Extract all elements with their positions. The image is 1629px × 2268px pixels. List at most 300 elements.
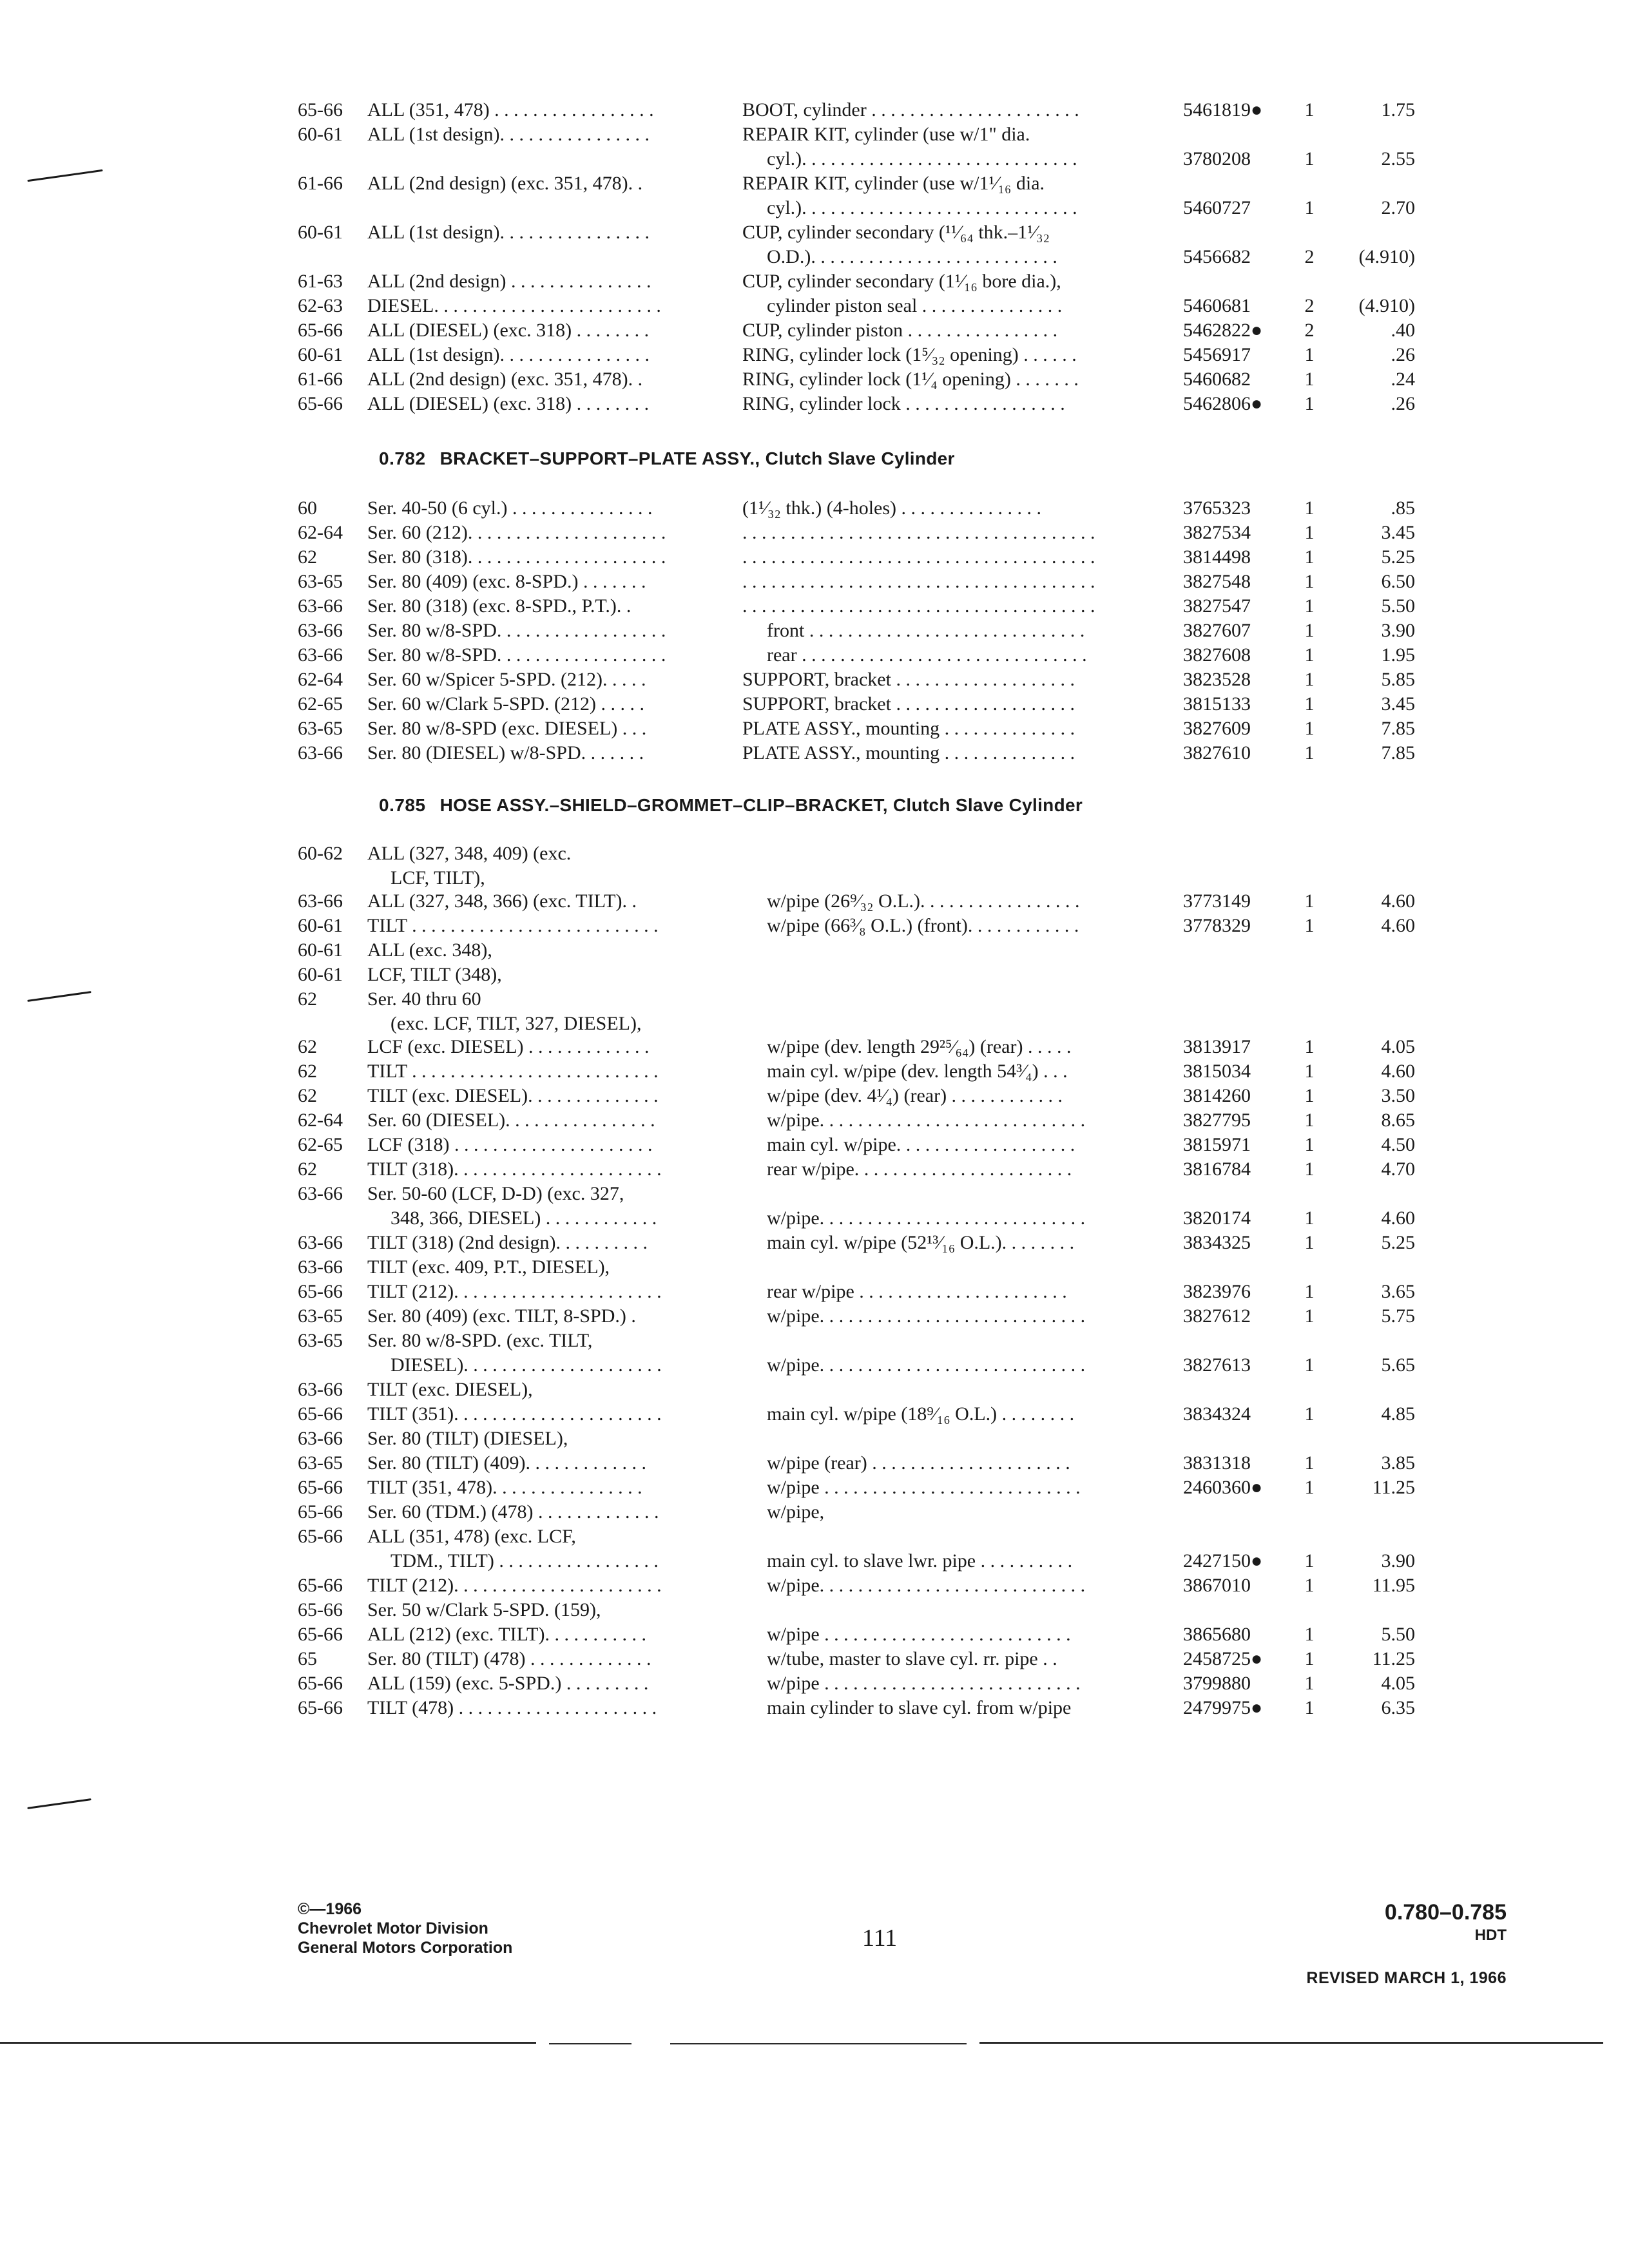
- price: 1.75: [1381, 99, 1415, 120]
- table-row: [0, 245, 1629, 269]
- footer-copyright-block: [298, 1899, 512, 1957]
- table-row: [0, 1304, 1629, 1329]
- category-code: HDT: [1474, 1927, 1507, 1944]
- table-row: [0, 963, 1629, 987]
- model-year: 62-65: [298, 693, 343, 715]
- part-number: 3815971: [1183, 1134, 1251, 1155]
- application: Ser. 80 (318). . . . . . . . . . . . . . . . . . . . .: [367, 546, 666, 568]
- table-row: [0, 1549, 1629, 1573]
- model-year: 60-61: [298, 124, 343, 145]
- application: ALL (2nd design) . . . . . . . . . . . . . . .: [367, 271, 651, 292]
- table-row: [0, 521, 1629, 545]
- part-description: main cyl. w/pipe (18⁹⁄₁₆ O.L.) . . . . . . . .: [767, 1403, 1075, 1425]
- quantity: 1: [1304, 1673, 1315, 1694]
- section-heading-0782: [379, 446, 955, 472]
- price: 5.25: [1381, 1232, 1415, 1253]
- page-number: 111: [862, 1925, 898, 1952]
- part-description: w/pipe. . . . . . . . . . . . . . . . . . . . . . . . . . . .: [767, 1575, 1086, 1596]
- part-number: 3827795: [1183, 1110, 1251, 1131]
- table-row: [0, 643, 1629, 668]
- table-row: [0, 1059, 1629, 1084]
- model-year: 63-66: [298, 644, 343, 666]
- application: Ser. 80 (409) (exc. TILT, 8-SPD.) .: [367, 1305, 636, 1327]
- price: 5.50: [1381, 595, 1415, 617]
- model-year: 63-65: [298, 1305, 343, 1327]
- price: 4.60: [1381, 1207, 1415, 1229]
- part-description: cyl.). . . . . . . . . . . . . . . . . . . . . . . . . . . . .: [767, 148, 1077, 169]
- price: 5.50: [1381, 1624, 1415, 1645]
- price: 5.85: [1381, 669, 1415, 690]
- table-row: [0, 496, 1629, 521]
- part-number: 3831318: [1183, 1452, 1251, 1474]
- table-row: [0, 1427, 1629, 1451]
- part-description: w/tube, master to slave cyl. rr. pipe . .: [767, 1648, 1057, 1669]
- quantity: 1: [1304, 595, 1315, 617]
- model-year: 63-66: [298, 1232, 343, 1253]
- part-number: 3814498: [1183, 546, 1251, 568]
- part-number: 3773149: [1183, 890, 1251, 912]
- table-row: [0, 1475, 1629, 1500]
- model-year: 65-66: [298, 1673, 343, 1694]
- model-year: 62: [298, 1158, 317, 1180]
- application: TILT (351, 478). . . . . . . . . . . . . . . .: [367, 1477, 642, 1498]
- company-corporation: General Motors Corporation: [298, 1939, 513, 1957]
- quantity: 1: [1304, 1452, 1315, 1474]
- application: Ser. 80 (318) (exc. 8-SPD., P.T.). .: [367, 595, 631, 617]
- quantity: 1: [1304, 620, 1315, 641]
- part-description: PLATE ASSY., mounting . . . . . . . . . . . . . .: [742, 718, 1075, 739]
- part-description: w/pipe . . . . . . . . . . . . . . . . . . . . . . . . . . .: [767, 1477, 1081, 1498]
- table-row: [0, 1231, 1629, 1255]
- section-heading-0785: [379, 793, 1083, 818]
- application: TILT (212). . . . . . . . . . . . . . . . . . . . . .: [367, 1281, 662, 1302]
- application: ALL (327, 348, 409) (exc.: [367, 843, 572, 864]
- price: 4.05: [1381, 1036, 1415, 1057]
- application: Ser. 60 (DIESEL). . . . . . . . . . . . . . . .: [367, 1110, 655, 1131]
- table-row: [0, 1598, 1629, 1622]
- table-row: [0, 1696, 1629, 1720]
- price: (4.910): [1358, 246, 1415, 267]
- model-year: 63-65: [298, 718, 343, 739]
- model-year: 60: [298, 497, 317, 519]
- model-year: 60-61: [298, 964, 343, 985]
- application: TILT (exc. DIESEL). . . . . . . . . . . . . .: [367, 1085, 659, 1106]
- company-division: Chevrolet Motor Division: [298, 1919, 488, 1937]
- model-year: 65-66: [298, 1624, 343, 1645]
- quantity: 1: [1304, 1403, 1315, 1425]
- part-description: O.D.). . . . . . . . . . . . . . . . . . . . . . . . . .: [767, 246, 1057, 267]
- table-row: [0, 1647, 1629, 1671]
- table-row: [0, 1157, 1629, 1182]
- application: Ser. 60 (TDM.) (478) . . . . . . . . . . . . .: [367, 1501, 659, 1523]
- quantity: 1: [1304, 1550, 1315, 1571]
- table-row: [0, 545, 1629, 570]
- table-row: [0, 269, 1629, 294]
- application: Ser. 80 (DIESEL) w/8-SPD. . . . . . .: [367, 742, 644, 764]
- model-year: 65-66: [298, 99, 343, 120]
- part-description: SUPPORT, bracket . . . . . . . . . . . . . . . . . . .: [742, 693, 1075, 715]
- price: 1.95: [1381, 644, 1415, 666]
- model-year: 62-63: [298, 295, 343, 316]
- part-number: 5462822●: [1183, 320, 1263, 341]
- model-year: 63-65: [298, 1452, 343, 1474]
- table-row: [0, 1671, 1629, 1696]
- part-description: main cyl. w/pipe (dev. length 54³⁄₄) . . .: [767, 1061, 1068, 1082]
- part-description: w/pipe,: [767, 1501, 825, 1523]
- price: 5.65: [1381, 1354, 1415, 1376]
- quantity: 1: [1304, 1134, 1315, 1155]
- price: 3.90: [1381, 1550, 1415, 1571]
- table-row: [0, 294, 1629, 318]
- application: Ser. 50-60 (LCF, D-D) (exc. 327,: [367, 1183, 624, 1204]
- part-number: 3827548: [1183, 571, 1251, 592]
- part-number: 5456917: [1183, 344, 1251, 365]
- table-row: [0, 668, 1629, 692]
- price: 3.90: [1381, 620, 1415, 641]
- table-row: [0, 1500, 1629, 1524]
- quantity: 1: [1304, 197, 1315, 218]
- model-year: 65-66: [298, 393, 343, 414]
- table-row: [0, 716, 1629, 741]
- part-number: 3865680: [1183, 1624, 1251, 1645]
- application: ALL (DIESEL) (exc. 318) . . . . . . . .: [367, 393, 650, 414]
- quantity: 1: [1304, 99, 1315, 120]
- model-year: 61-66: [298, 173, 343, 194]
- table-row: [0, 171, 1629, 196]
- part-description: rear w/pipe . . . . . . . . . . . . . . . . . . . . . .: [767, 1281, 1067, 1302]
- hose-assy-table: [0, 841, 1629, 1720]
- quantity: 1: [1304, 522, 1315, 543]
- part-description: . . . . . . . . . . . . . . . . . . . . . . . . . . . . . . . . . . . . .: [742, 571, 1095, 592]
- application: TILT (212). . . . . . . . . . . . . . . . . . . . . .: [367, 1575, 662, 1596]
- table-row: [0, 1622, 1629, 1647]
- footer-rule-mid: [549, 2043, 631, 2044]
- part-number: 3827608: [1183, 644, 1251, 666]
- quantity: 1: [1304, 1036, 1315, 1057]
- quantity: 2: [1304, 295, 1315, 316]
- price: 3.50: [1381, 1085, 1415, 1106]
- price: 2.55: [1381, 148, 1415, 169]
- copyright: ©—1966: [298, 1900, 362, 1918]
- part-number: 3823976: [1183, 1281, 1251, 1302]
- part-description: w/pipe. . . . . . . . . . . . . . . . . . . . . . . . . . . .: [767, 1110, 1086, 1131]
- quantity: 1: [1304, 1305, 1315, 1327]
- part-description: (1¹⁄₃₂ thk.) (4-holes) . . . . . . . . . . . . . . .: [742, 497, 1042, 519]
- section-range: 0.780–0.785: [1384, 1900, 1507, 1925]
- table-row: [0, 866, 1629, 889]
- application: ALL (2nd design) (exc. 351, 478). .: [367, 173, 643, 194]
- model-year: 61-63: [298, 271, 343, 292]
- table-row: [0, 122, 1629, 147]
- model-year: 63-66: [298, 620, 343, 641]
- application: TILT (exc. 409, P.T., DIESEL),: [367, 1256, 610, 1278]
- quantity: 1: [1304, 1575, 1315, 1596]
- part-number: 3834324: [1183, 1403, 1251, 1425]
- model-year: 62: [298, 988, 317, 1010]
- model-year: 62-64: [298, 522, 343, 543]
- footer-rule-left: [0, 2042, 536, 2044]
- application: Ser. 80 (TILT) (478) . . . . . . . . . . . . .: [367, 1648, 651, 1669]
- part-description: main cyl. w/pipe. . . . . . . . . . . . . . . . . . .: [767, 1134, 1075, 1155]
- part-number: 3827607: [1183, 620, 1251, 641]
- part-number: 3799880: [1183, 1673, 1251, 1694]
- application: Ser. 60 w/Spicer 5-SPD. (212). . . . .: [367, 669, 646, 690]
- application: Ser. 50 w/Clark 5-SPD. (159),: [367, 1599, 601, 1620]
- part-number: 3816784: [1183, 1158, 1251, 1180]
- model-year: 62-65: [298, 1134, 343, 1155]
- part-description: RING, cylinder lock . . . . . . . . . . . . . . . . .: [742, 393, 1065, 414]
- model-year: 65: [298, 1648, 317, 1669]
- part-number: 3827547: [1183, 595, 1251, 617]
- part-description: cylinder piston seal . . . . . . . . . . . . . . .: [767, 295, 1063, 316]
- model-year: 65-66: [298, 1477, 343, 1498]
- part-number: 2479975●: [1183, 1697, 1263, 1718]
- part-description: . . . . . . . . . . . . . . . . . . . . . . . . . . . . . . . . . . . . .: [742, 546, 1095, 568]
- part-number: 3813917: [1183, 1036, 1251, 1057]
- price: 5.25: [1381, 546, 1415, 568]
- part-number: 3814260: [1183, 1085, 1251, 1106]
- part-description: REPAIR KIT, cylinder (use w/1¹⁄₁₆ dia.: [742, 173, 1045, 194]
- price: 6.35: [1381, 1697, 1415, 1718]
- part-description: RING, cylinder lock (1⁵⁄₃₂ opening) . . . . . .: [742, 344, 1077, 365]
- quantity: 1: [1304, 1281, 1315, 1302]
- part-description: . . . . . . . . . . . . . . . . . . . . . . . . . . . . . . . . . . . . .: [742, 522, 1095, 543]
- model-year: 63-65: [298, 571, 343, 592]
- part-description: w/pipe . . . . . . . . . . . . . . . . . . . . . . . . . .: [767, 1624, 1071, 1645]
- quantity: 1: [1304, 571, 1315, 592]
- application: Ser. 80 w/8-SPD. . . . . . . . . . . . . . . . . .: [367, 620, 666, 641]
- part-description: w/pipe (dev. length 29²⁵⁄₆₄) (rear) . . . . .: [767, 1036, 1072, 1057]
- quantity: 1: [1304, 1061, 1315, 1082]
- price: 4.60: [1381, 1061, 1415, 1082]
- price: 3.45: [1381, 522, 1415, 543]
- table-row: [0, 1108, 1629, 1133]
- table-row: [0, 1035, 1629, 1059]
- part-number: 3827610: [1183, 742, 1251, 764]
- table-row: [0, 1280, 1629, 1304]
- application: TILT (478) . . . . . . . . . . . . . . . . . . . . .: [367, 1697, 657, 1718]
- model-year: 63-66: [298, 1256, 343, 1278]
- model-year: 65-66: [298, 1599, 343, 1620]
- application: TILT (318). . . . . . . . . . . . . . . . . . . . . .: [367, 1158, 662, 1180]
- application: LCF (exc. DIESEL) . . . . . . . . . . . . .: [367, 1036, 650, 1057]
- model-year: 62-64: [298, 1110, 343, 1131]
- model-year: 61-66: [298, 369, 343, 390]
- quantity: 1: [1304, 1697, 1315, 1718]
- part-number: 3834325: [1183, 1232, 1251, 1253]
- application: ALL (exc. 348),: [367, 939, 492, 961]
- price: 11.95: [1372, 1575, 1415, 1596]
- quantity: 2: [1304, 320, 1315, 341]
- section-number: 0.785: [379, 795, 426, 815]
- application: (exc. LCF, TILT, 327, DIESEL),: [390, 1013, 642, 1034]
- part-description: rear w/pipe. . . . . . . . . . . . . . . . . . . . . . .: [767, 1158, 1072, 1180]
- application: ALL (351, 478) (exc. LCF,: [367, 1526, 576, 1547]
- application: Ser. 80 w/8-SPD. (exc. TILT,: [367, 1330, 593, 1351]
- quantity: 1: [1304, 497, 1315, 519]
- application: TILT (exc. DIESEL),: [367, 1379, 533, 1400]
- quantity: 1: [1304, 915, 1315, 936]
- bracket-support-table: [0, 496, 1629, 765]
- price: 4.05: [1381, 1673, 1415, 1694]
- part-description: w/pipe (66³⁄₈ O.L.) (front). . . . . . . . . . . .: [767, 915, 1079, 936]
- application: DIESEL). . . . . . . . . . . . . . . . . . . . .: [390, 1354, 662, 1376]
- application: DIESEL. . . . . . . . . . . . . . . . . . . . . . . .: [367, 295, 661, 316]
- part-number: 3867010: [1183, 1575, 1251, 1596]
- price: 11.25: [1372, 1477, 1415, 1498]
- part-description: SUPPORT, bracket . . . . . . . . . . . . . . . . . . .: [742, 669, 1075, 690]
- model-year: 63-65: [298, 1330, 343, 1351]
- application: LCF (318) . . . . . . . . . . . . . . . . . . . . .: [367, 1134, 653, 1155]
- quantity: 1: [1304, 1110, 1315, 1131]
- quantity: 1: [1304, 644, 1315, 666]
- table-row: [0, 98, 1629, 122]
- model-year: 63-66: [298, 1183, 343, 1204]
- quantity: 1: [1304, 718, 1315, 739]
- quantity: 1: [1304, 742, 1315, 764]
- part-number: 2427150●: [1183, 1550, 1263, 1571]
- model-year: 65-66: [298, 1697, 343, 1718]
- price: 4.85: [1381, 1403, 1415, 1425]
- part-description: w/pipe (rear) . . . . . . . . . . . . . . . . . . . . .: [767, 1452, 1070, 1474]
- quantity: 1: [1304, 1354, 1315, 1376]
- part-number: 2460360●: [1183, 1477, 1263, 1498]
- table-row: [0, 392, 1629, 416]
- part-description: w/pipe (dev. 4¹⁄₄) (rear) . . . . . . . . . . . .: [767, 1085, 1063, 1106]
- part-number: 5460682: [1183, 369, 1251, 390]
- table-row: [0, 1255, 1629, 1280]
- price: 3.65: [1381, 1281, 1415, 1302]
- table-row: [0, 147, 1629, 171]
- quantity: 1: [1304, 890, 1315, 912]
- section-title: HOSE ASSY.–SHIELD–GROMMET–CLIP–BRACKET, Clutch Slave Cylinder: [439, 795, 1083, 815]
- quantity: 1: [1304, 1085, 1315, 1106]
- quantity: 1: [1304, 148, 1315, 169]
- application: 348, 366, DIESEL) . . . . . . . . . . . .: [390, 1207, 657, 1229]
- table-row: [0, 1378, 1629, 1402]
- model-year: 62: [298, 1085, 317, 1106]
- model-year: 62: [298, 1036, 317, 1057]
- price: 4.60: [1381, 890, 1415, 912]
- part-number: 3827609: [1183, 718, 1251, 739]
- part-number: 3823528: [1183, 669, 1251, 690]
- table-row: [0, 741, 1629, 765]
- table-row: [0, 1206, 1629, 1231]
- table-row: [0, 987, 1629, 1012]
- quantity: 1: [1304, 369, 1315, 390]
- model-year: 65-66: [298, 320, 343, 341]
- table-row: [0, 938, 1629, 963]
- application: ALL (1st design). . . . . . . . . . . . . . . .: [367, 124, 650, 145]
- footer-rule-right: [979, 2042, 1603, 2044]
- part-number: 3815133: [1183, 693, 1251, 715]
- table-row: [0, 570, 1629, 594]
- part-number: 3815034: [1183, 1061, 1251, 1082]
- table-row: [0, 1573, 1629, 1598]
- price: (4.910): [1358, 295, 1415, 316]
- price: 2.70: [1381, 197, 1415, 218]
- part-description: main cylinder to slave cyl. from w/pipe: [767, 1697, 1072, 1718]
- table-row: [0, 619, 1629, 643]
- part-description: w/pipe. . . . . . . . . . . . . . . . . . . . . . . . . . . .: [767, 1207, 1086, 1229]
- application: Ser. 80 (TILT) (409). . . . . . . . . . . . .: [367, 1452, 647, 1474]
- model-year: 65-66: [298, 1403, 343, 1425]
- application: Ser. 60 (212). . . . . . . . . . . . . . . . . . . . .: [367, 522, 666, 543]
- part-number: 5456682: [1183, 246, 1251, 267]
- model-year: 62: [298, 1061, 317, 1082]
- table-row: [0, 220, 1629, 245]
- price: 4.60: [1381, 915, 1415, 936]
- application: Ser. 40 thru 60: [367, 988, 481, 1010]
- model-year: 65-66: [298, 1526, 343, 1547]
- application: Ser. 80 w/8-SPD. . . . . . . . . . . . . . . . . .: [367, 644, 666, 666]
- part-number: 3780208: [1183, 148, 1251, 169]
- part-description: rear . . . . . . . . . . . . . . . . . . . . . . . . . . . . . .: [767, 644, 1087, 666]
- part-number: 2458725●: [1183, 1648, 1263, 1669]
- application: ALL (DIESEL) (exc. 318) . . . . . . . .: [367, 320, 650, 341]
- application: Ser. 80 (409) (exc. 8-SPD.) . . . . . . .: [367, 571, 646, 592]
- model-year: 65-66: [298, 1575, 343, 1596]
- section-title: BRACKET–SUPPORT–PLATE ASSY., Clutch Slave Cylinder: [439, 448, 955, 468]
- table-row: [0, 594, 1629, 619]
- quantity: 1: [1304, 393, 1315, 414]
- model-year: 63-66: [298, 595, 343, 617]
- application: ALL (159) (exc. 5-SPD.) . . . . . . . . .: [367, 1673, 649, 1694]
- application: LCF, TILT (348),: [367, 964, 502, 985]
- part-description: cyl.). . . . . . . . . . . . . . . . . . . . . . . . . . . . .: [767, 197, 1077, 218]
- quantity: 1: [1304, 546, 1315, 568]
- application: Ser. 80 w/8-SPD (exc. DIESEL) . . .: [367, 718, 647, 739]
- part-number: 3827612: [1183, 1305, 1251, 1327]
- table-row: [0, 1329, 1629, 1353]
- price: 3.45: [1381, 693, 1415, 715]
- part-description: BOOT, cylinder . . . . . . . . . . . . . . . . . . . . . .: [742, 99, 1079, 120]
- part-description: CUP, cylinder secondary (¹¹⁄₆₄ thk.–1¹⁄₃₂: [742, 222, 1050, 243]
- part-description: main cyl. to slave lwr. pipe . . . . . . . . . .: [767, 1550, 1073, 1571]
- table-row: [0, 1012, 1629, 1035]
- model-year: 60-61: [298, 344, 343, 365]
- application: ALL (327, 348, 366) (exc. TILT). .: [367, 890, 637, 912]
- part-description: PLATE ASSY., mounting . . . . . . . . . . . . . .: [742, 742, 1075, 764]
- application: TDM., TILT) . . . . . . . . . . . . . . . . .: [390, 1550, 659, 1571]
- quantity: 1: [1304, 344, 1315, 365]
- part-number: 3820174: [1183, 1207, 1251, 1229]
- table-row: [0, 841, 1629, 866]
- quantity: 1: [1304, 669, 1315, 690]
- table-row: [0, 343, 1629, 367]
- part-number: 5460727: [1183, 197, 1251, 218]
- model-year: 65-66: [298, 1501, 343, 1523]
- price: 5.75: [1381, 1305, 1415, 1327]
- part-description: RING, cylinder lock (1¹⁄₄ opening) . . . . . . .: [742, 369, 1079, 390]
- part-description: w/pipe . . . . . . . . . . . . . . . . . . . . . . . . . . .: [767, 1673, 1081, 1694]
- application: TILT (351). . . . . . . . . . . . . . . . . . . . . .: [367, 1403, 662, 1425]
- table-row: [0, 318, 1629, 343]
- footer-rule-mid2: [670, 2043, 967, 2044]
- application: ALL (212) (exc. TILT). . . . . . . . . . .: [367, 1624, 646, 1645]
- quantity: 1: [1304, 1648, 1315, 1669]
- model-year: 62-64: [298, 669, 343, 690]
- price: .26: [1391, 344, 1415, 365]
- price: 7.85: [1381, 742, 1415, 764]
- model-year: 60-61: [298, 915, 343, 936]
- application: Ser. 60 w/Clark 5-SPD. (212) . . . . .: [367, 693, 644, 715]
- application: TILT (318) (2nd design). . . . . . . . . .: [367, 1232, 648, 1253]
- price: 4.50: [1381, 1134, 1415, 1155]
- part-number: 3765323: [1183, 497, 1251, 519]
- price: .40: [1391, 320, 1415, 341]
- table-row: [0, 367, 1629, 392]
